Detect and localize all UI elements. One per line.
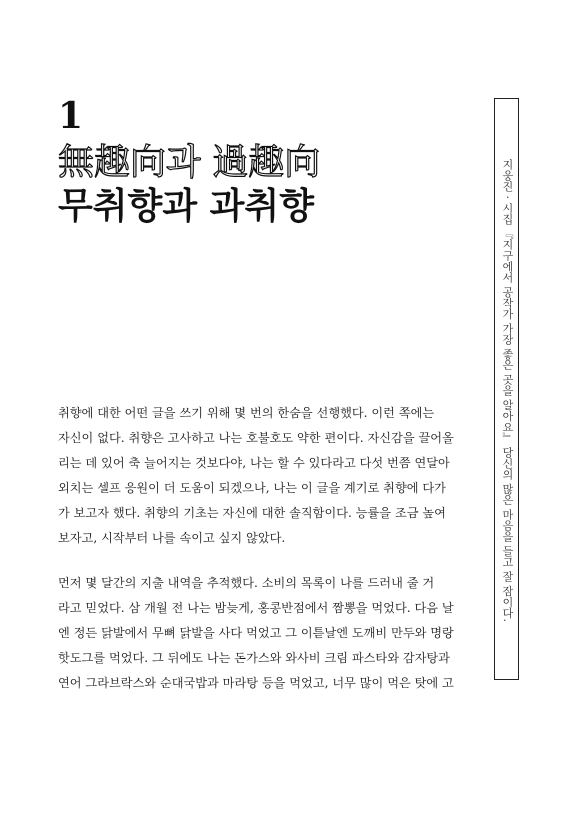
paragraph-line: 보자고, 시작부터 나를 속이고 싶지 않았다.: [58, 531, 286, 545]
paragraph-line: 핫도그를 먹었다. 그 뒤에도 나는 돈가스와 와사비 크림 파스타와 감자탕과: [58, 651, 450, 665]
spine-text: 지웅진 · 시집 『지구에서 공작가 가장 좋은 곳을 알아요』 당신의 많은 마음을 들고 잘 잠이다.: [501, 158, 514, 622]
paragraph-line: 취향에 대한 어떤 글을 쓰기 위해 몇 번의 한숨을 선행했다. 이런 쪽에는: [58, 406, 435, 420]
paragraph-line: 리는 데 있어 축 늘어지는 것보다야, 나는 할 수 있다라고 다섯 번쯤 연달아: [58, 456, 450, 470]
paragraph-2: [58, 571, 470, 696]
paragraph-line: 외치는 셀프 응원이 더 도움이 되겠으나, 나는 이 글을 계기로 취향에 다가: [58, 481, 446, 495]
paragraph-line: 엔 정든 닭발에서 무뼈 닭발을 사다 먹었고 그 이튿날엔 도깨비 만두와 명랑: [58, 626, 454, 640]
chapter-title-hanja: 無趣向과 過趣向: [58, 142, 321, 183]
chapter-title-hangul: 무취향과 과취향: [58, 186, 314, 227]
paragraph-1: [58, 401, 470, 551]
paragraph-line: 먼저 몇 달간의 지출 내역을 추적했다. 소비의 목록이 나를 드러내 줄 거: [58, 576, 435, 590]
paragraph-line: 가 보고자 했다. 취향의 기초는 자신에 대한 솔직함이다. 능률을 조금 높여: [58, 506, 446, 520]
paragraph-line: 연어 그라브락스와 순대국밥과 마라탕 등을 먹었고, 너무 많이 먹은 탓에 고: [58, 676, 454, 690]
paragraph-line: 자신이 없다. 취향은 고사하고 나는 호불호도 약한 편이다. 자신감을 끌어올: [58, 431, 454, 445]
spine-box: [494, 98, 519, 680]
paragraph-line: 라고 믿었다. 삼 개월 전 나는 밤늦게, 홍콩반점에서 짬뽕을 먹었다. 다음 날: [58, 601, 454, 615]
chapter-number: 1: [58, 95, 84, 137]
